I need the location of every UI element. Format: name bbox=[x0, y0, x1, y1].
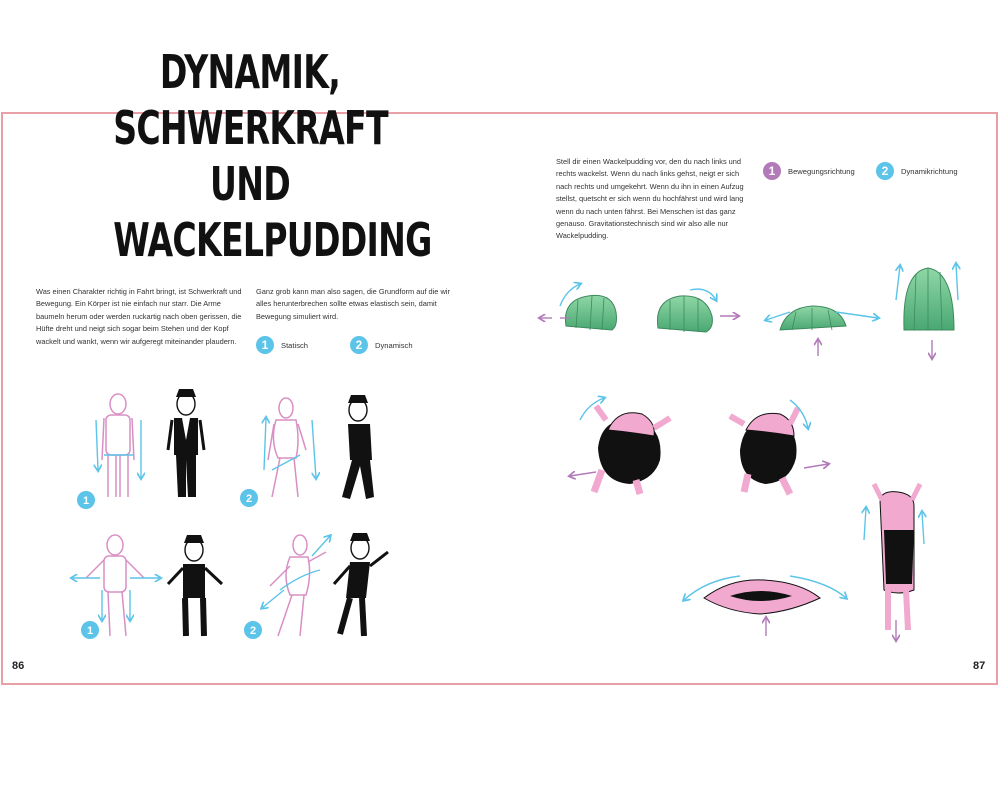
pig-icon bbox=[594, 406, 670, 494]
legend-label-dynamics: Dynamikrichtung bbox=[901, 166, 958, 176]
pig-icon bbox=[730, 408, 798, 494]
pig-icon bbox=[874, 484, 920, 630]
pig-icon bbox=[704, 580, 820, 614]
arrow-icon bbox=[72, 578, 160, 620]
mannequin-icon bbox=[102, 394, 134, 497]
page-number-left: 86 bbox=[12, 660, 25, 672]
jelly-icon bbox=[904, 268, 954, 330]
man-icon bbox=[168, 389, 204, 497]
svg-text:1: 1 bbox=[82, 495, 90, 507]
jelly-icon bbox=[780, 306, 846, 330]
mannequin-icon bbox=[268, 398, 306, 497]
legend-label-dynamic: Dynamisch bbox=[375, 340, 413, 350]
mannequin-icon bbox=[86, 535, 144, 636]
jelly-paragraph: Stell dir einen Wackelpudding vor, den du nach links und rechts wackelst. Wenn du nach links gehst, neigt er sich nach rechts und umgekehrt. Wenn du ihn in einen Aufzug stellst, quetscht er sich wenn du hochfährst und wird lang wenn du nach unten fährst. Bei Menschen ist das ganz genauso. Gravitationstechnisch sind wir also alle nur Wackelpudding. bbox=[556, 157, 744, 241]
intro-paragraph: Was einen Charakter richtig in Fahrt bringt, ist Schwerkraft und Bewegung. Ein Körper ist nie einfach nur starr. Die Arme baumeln herum oder werden ruckartig nach oben gerissen, die Hüfte dreht und neigt sich sogar beim Stehen und der Kopf wackelt und wankt, wenn wir aufgeregt miteinander plaudern. bbox=[36, 287, 242, 346]
legend-label-static: Statisch bbox=[281, 340, 309, 350]
legend-number-2: 2 bbox=[350, 336, 368, 354]
figure-badge-1a bbox=[77, 491, 95, 509]
jelly-icon bbox=[657, 296, 712, 332]
legend-label-movement: Bewegungsrichtung bbox=[788, 166, 855, 176]
figure-badge-2a bbox=[240, 489, 258, 507]
page-number-right: 87 bbox=[973, 660, 986, 672]
legend-number-1: 1 bbox=[256, 336, 274, 354]
svg-text:1: 1 bbox=[86, 625, 94, 637]
jelly-icon bbox=[565, 295, 616, 330]
figure-badge-2b bbox=[244, 621, 262, 639]
title-line-2: UND WACKELPUDDING bbox=[113, 157, 432, 267]
figure-badge-1b bbox=[81, 621, 99, 639]
legend-number-1-right: 1 bbox=[763, 162, 781, 180]
shape-paragraph: Ganz grob kann man also sagen, die Grundform auf die wir alles herunterbrechen sollte etwas elastisch sein, damit Bewegung simuliert wird. bbox=[256, 287, 450, 321]
man-icon bbox=[334, 533, 388, 636]
arrow-icon bbox=[262, 536, 330, 608]
arrow-icon bbox=[264, 418, 316, 478]
svg-text:2: 2 bbox=[249, 625, 257, 637]
man-icon bbox=[168, 535, 222, 636]
legend-number-2-right: 2 bbox=[876, 162, 894, 180]
man-icon bbox=[342, 395, 374, 499]
title-line-1: DYNAMIK, SCHWERKRAFT bbox=[113, 45, 388, 155]
svg-text:2: 2 bbox=[245, 493, 253, 505]
